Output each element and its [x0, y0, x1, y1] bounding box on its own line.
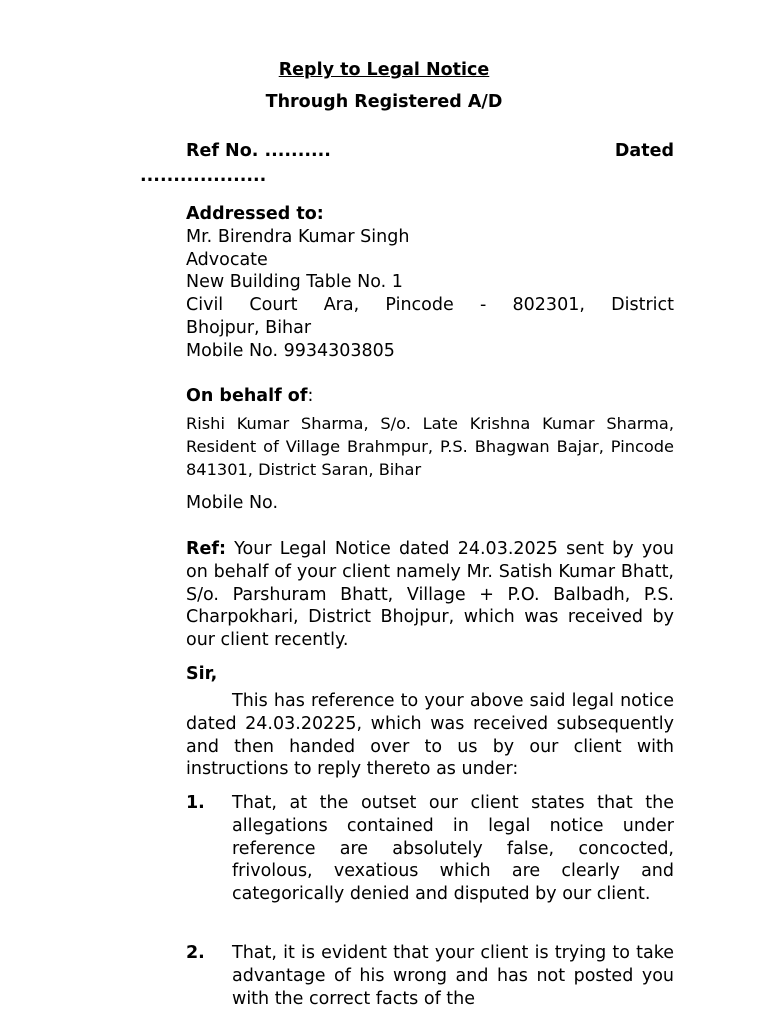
on-behalf-colon: : — [307, 386, 314, 406]
point-text: That, it is evident that your client is trying to take advantage of his wrong and has not posted you with the correct facts of the — [232, 943, 674, 1009]
point-number: 2. — [186, 943, 205, 963]
addressee-mobile: Mobile No. 9934303805 — [186, 340, 395, 361]
document-title: Reply to Legal Notice — [278, 60, 490, 80]
addressee-name: Mr. Birendra Kumar Singh — [186, 226, 410, 247]
reference-paragraph — [186, 538, 674, 652]
on-behalf-heading-row — [186, 385, 674, 408]
on-behalf-heading: On behalf of — [186, 386, 308, 406]
client-details: Rishi Kumar Sharma, S/o. Late Krishna Kumar Sharma, Resident of Village Brahmpur, P.S. Bhagwan Bajar, Pincode 841301, District Saran, Bihar — [186, 414, 674, 479]
addressee-address-line1: New Building Table No. 1 — [186, 272, 403, 293]
addressee-address-line2: Civil Court Ara, Pincode - 802301, District — [186, 295, 674, 316]
reference-line — [186, 141, 674, 161]
ref-number: Ref No. .......... — [186, 141, 331, 161]
point-text: That, at the outset our client states that the allegations contained in legal notice under reference are absolutely false, concocted, frivolous, vexatious which are clearly and categorically denied and disputed by our client. — [232, 793, 674, 905]
document-subtitle: Through Registered A/D — [265, 92, 503, 112]
addressee-address-line3: Bhojpur, Bihar — [186, 317, 312, 338]
ref-text: Your Legal Notice dated 24.03.2025 sent by you on behalf of your client namely Mr. Satish Kumar Bhatt, S/o. Parshuram Bhatt, Village + P.O. Balbadh, P.S. Charpokhari, District Bhojpur, which was received by our client recently. — [186, 539, 674, 651]
ref-label: Ref: — [186, 539, 226, 559]
addressed-to-heading: Addressed to: — [186, 204, 324, 224]
dated-label: Dated — [614, 141, 674, 161]
client-mobile: Mobile No. — [186, 493, 279, 513]
intro-paragraph: This has reference to your above said legal notice dated 24.03.20225, which was received subsequently and then handed over to us by our client with instructions to reply thereto as under: — [186, 691, 674, 780]
point-item — [186, 792, 674, 906]
salutation: Sir, — [186, 664, 218, 684]
point-item — [186, 942, 674, 1010]
addressee-block — [186, 203, 674, 363]
point-number: 1. — [186, 793, 205, 813]
dated-value: ................... — [140, 166, 267, 186]
addressee-designation: Advocate — [186, 249, 268, 270]
